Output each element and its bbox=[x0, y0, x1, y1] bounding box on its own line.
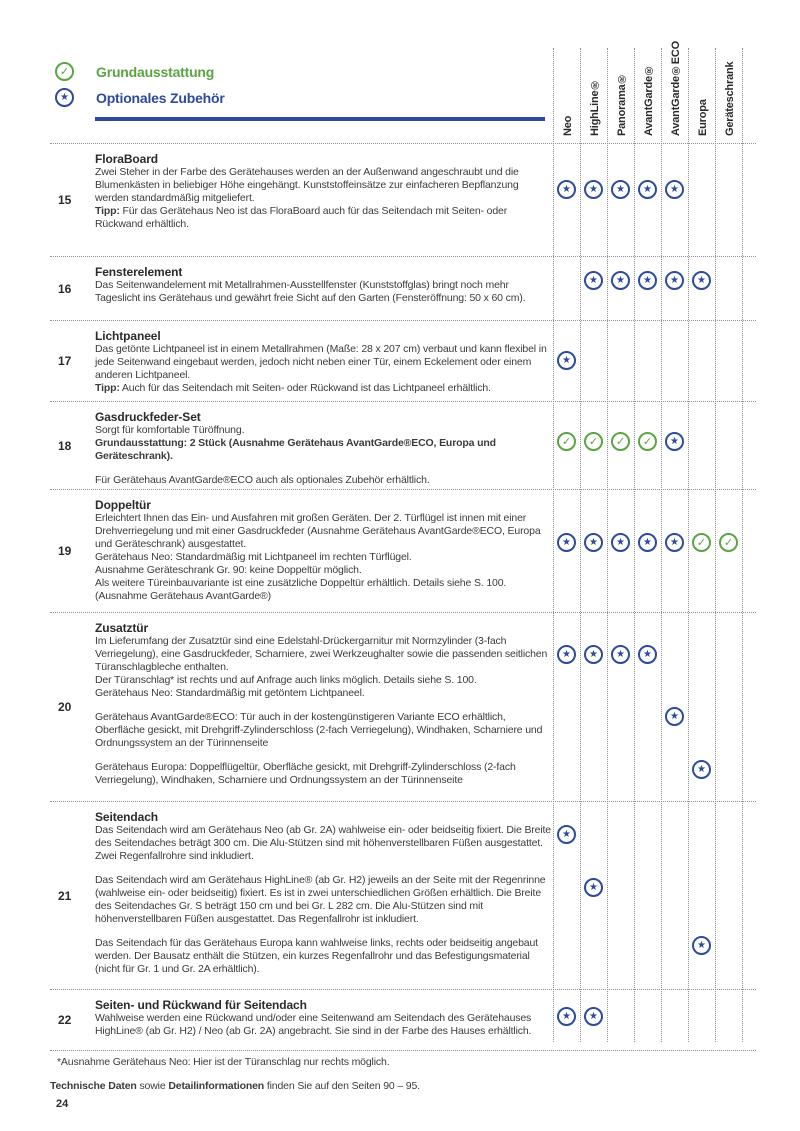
legend-standard bbox=[55, 62, 225, 81]
feature-title: Gasdruckfeder-Set bbox=[95, 410, 201, 424]
column-header-avantgarde: AvantGarde® bbox=[643, 64, 655, 136]
column-header-highline: HighLine® bbox=[589, 78, 601, 136]
column-header-europa: Europa bbox=[697, 99, 709, 136]
feature-description: Das Seitendach wird am Gerätehaus HighLine® (ab Gr. H2) jeweils an der Seite mit der Regenrinne (wahlweise ein- oder beidseitig) fixiert. Es ist in zwei unterschiedlichen Größen erhältlich. Die Breite des Seitendaches Gr. S beträgt 150 cm und bei Gr. L 282 cm. Die Alu-Stützen sind mit höhenverstellbaren Füßen ausgestattet. Das Regenfallrohr ist inkludiert. bbox=[95, 874, 546, 925]
feature-title: Seitendach bbox=[95, 810, 159, 824]
feature-row-22 bbox=[50, 989, 756, 1050]
page-number: 24 bbox=[56, 1098, 69, 1110]
feature-description: Gerätehaus Neo: Standardmäßig mit Lichtpaneel im rechten Türflügel. bbox=[95, 551, 412, 563]
optional-star-icon: ★ bbox=[557, 825, 576, 844]
feature-description: Erleichtert Ihnen das Ein- und Ausfahren mit großen Geräten. Der 2. Türflügel ist innen mit einer Drehverriegelung und mit einer Gasdruckfeder (Ausnahme Gerätehaus AvantGarde®ECO, Europa und Geräteschrank) ausgestattet. bbox=[95, 512, 541, 550]
feature-row-18 bbox=[50, 401, 756, 489]
optional-star-icon: ★ bbox=[692, 936, 711, 955]
header-rule bbox=[95, 117, 545, 121]
feature-title: Fensterelement bbox=[95, 265, 183, 279]
legend-optional-label: Optionales Zubehör bbox=[96, 89, 225, 106]
optional-star-icon: ★ bbox=[557, 645, 576, 664]
row-number: 17 bbox=[58, 354, 72, 368]
column-header-neo: Neo bbox=[562, 115, 574, 136]
feature-description: Zwei Steher in der Farbe des Gerätehauses werden an der Außenwand angeschraubt und die Blumenkästen in beliebiger Höhe eingehängt. Kunststoffeinsätze zur einfacheren Bepflanzung werden standardmäßig mitgeliefert. bbox=[95, 166, 519, 204]
feature-description: Tipp: Auch für das Seitendach mit Seiten- oder Rückwand ist das Lichtpaneel erhältlich. bbox=[95, 382, 491, 394]
optional-star-icon: ★ bbox=[665, 707, 684, 726]
feature-text bbox=[95, 402, 552, 487]
feature-description: Das Seitendach für das Gerätehaus Europa kann wahlweise links, rechts oder beidseitig angebaut werden. Der Bausatz enthält die Stützen, ein kurzes Regenfallrohr und das Befestigungsmaterial (nicht für Gr. 1 und Gr. 2A erhältlich). bbox=[95, 937, 538, 975]
feature-description: Das getönte Lichtpaneel ist in einem Metallrahmen (Maße: 28 x 207 cm) verbaut und kann flexibel in jede Seitenwand eingebaut werden, jedoch nicht neben einer Tür, einem Eckelement oder einem anderen Lichtpaneel. bbox=[95, 343, 547, 381]
optional-star-icon: ★ bbox=[584, 1007, 603, 1026]
feature-description: Gerätehaus AvantGarde®ECO: Tür auch in der kostengünstigeren Variante ECO erhältlich, Oberfläche gesickt, mit Drehgriff-Zylinderschloss (2-fach Verriegelung), Windhaken, Scharniere und Ordnungssystem an der Türinnenseite bbox=[95, 711, 543, 749]
technical-data-note: Technische Daten sowie Detailinformationen finden Sie auf den Seiten 90 – 95. bbox=[50, 1080, 420, 1092]
column-header-panorama: Panorama® bbox=[616, 72, 628, 136]
feature-description: Gerätehaus Neo: Standardmäßig mit getöntem Lichtpaneel. bbox=[95, 687, 365, 699]
optional-star-icon: ★ bbox=[638, 533, 657, 552]
optional-star-icon: ★ bbox=[557, 1007, 576, 1026]
feature-row-16 bbox=[50, 256, 756, 320]
feature-text bbox=[95, 144, 552, 231]
feature-title: Zusatztür bbox=[95, 621, 149, 635]
feature-description: Das Seitendach wird am Gerätehaus Neo (ab Gr. 2A) wahlweise ein- oder beidseitig fixiert. Die Breite des Seitendaches beträgt 300 cm. Die Alu-Stützen sind mit höhenverstellbaren Füßen ausgestattet. Zwei Regenfallrohre sind inkludiert. bbox=[95, 824, 551, 862]
optional-star-icon: ★ bbox=[557, 180, 576, 199]
row-number: 16 bbox=[58, 281, 72, 296]
optional-star-icon: ★ bbox=[692, 271, 711, 290]
feature-description: (Ausnahme Gerätehaus AvantGarde®) bbox=[95, 590, 271, 602]
footnote: *Ausnahme Gerätehaus Neo: Hier ist der Türanschlag nur rechts möglich. bbox=[57, 1056, 390, 1068]
optional-star-icon: ★ bbox=[638, 271, 657, 290]
feature-row-15 bbox=[50, 143, 756, 256]
standard-check-icon: ✓ bbox=[611, 432, 630, 451]
standard-check-icon: ✓ bbox=[557, 432, 576, 451]
feature-row-21 bbox=[50, 801, 756, 989]
optional-star-icon: ★ bbox=[584, 533, 603, 552]
optional-star-icon: ★ bbox=[665, 271, 684, 290]
column-header-geraeteschrank: Geräteschrank bbox=[724, 61, 736, 136]
optional-star-icon: ★ bbox=[584, 645, 603, 664]
feature-title: Doppeltür bbox=[95, 498, 151, 512]
optional-star-icon: ★ bbox=[665, 533, 684, 552]
column-header-avantgarde-eco: AvantGarde®ECO bbox=[670, 41, 682, 136]
feature-description: Tipp: Für das Gerätehaus Neo ist das FloraBoard auch für das Seitendach mit Seiten- oder Rückwand erhältlich. bbox=[95, 205, 508, 230]
optional-star-icon: ★ bbox=[584, 180, 603, 199]
check-icon: ✓ bbox=[55, 62, 74, 81]
standard-check-icon: ✓ bbox=[584, 432, 603, 451]
optional-star-icon: ★ bbox=[611, 271, 630, 290]
feature-text bbox=[95, 257, 552, 305]
optional-star-icon: ★ bbox=[692, 760, 711, 779]
feature-row-19 bbox=[50, 489, 756, 612]
feature-description: Der Türanschlag* ist rechts und auf Anfrage auch links möglich. Details siehe S. 100. bbox=[95, 674, 477, 686]
feature-title: Lichtpaneel bbox=[95, 329, 161, 343]
optional-star-icon: ★ bbox=[611, 645, 630, 664]
feature-description: Sorgt für komfortable Türöffnung. bbox=[95, 424, 245, 436]
standard-check-icon: ✓ bbox=[692, 533, 711, 552]
row-number: 20 bbox=[58, 700, 72, 714]
standard-check-icon: ✓ bbox=[719, 533, 738, 552]
optional-star-icon: ★ bbox=[584, 271, 603, 290]
feature-table bbox=[50, 143, 756, 1051]
table-bottom-divider bbox=[50, 1050, 756, 1051]
optional-star-icon: ★ bbox=[665, 180, 684, 199]
feature-description: Im Lieferumfang der Zusatztür sind eine Edelstahl-Drückergarnitur mit Normzylinder (3-fach Verriegelung), eine Gasdruckfeder, Scharniere, zwei Werkzeughalter sowie die passenden seitlichen Türanschlagbleche enthalten. bbox=[95, 635, 548, 673]
feature-description: Gerätehaus Europa: Doppelflügeltür, Oberfläche gesickt, mit Drehgriff-Zylinderschloss (2-fach Verriegelung), Windhaken, Scharniere und Ordnungssystem an der Türinnenseite bbox=[95, 761, 516, 786]
row-number: 18 bbox=[58, 438, 72, 453]
standard-check-icon: ✓ bbox=[638, 432, 657, 451]
feature-text bbox=[95, 990, 552, 1038]
feature-title: FloraBoard bbox=[95, 152, 159, 166]
optional-star-icon: ★ bbox=[611, 180, 630, 199]
feature-row-20 bbox=[50, 612, 756, 801]
legend bbox=[55, 62, 225, 114]
star-icon: ★ bbox=[55, 88, 74, 107]
optional-star-icon: ★ bbox=[557, 351, 576, 370]
optional-star-icon: ★ bbox=[611, 533, 630, 552]
row-number: 15 bbox=[58, 193, 72, 207]
row-number: 22 bbox=[58, 1013, 72, 1027]
feature-description: Für Gerätehaus AvantGarde®ECO auch als optionales Zubehör erhältlich. bbox=[95, 474, 430, 486]
feature-text bbox=[95, 490, 552, 603]
legend-optional bbox=[55, 88, 225, 107]
feature-text bbox=[95, 613, 552, 787]
feature-description: Als weitere Türeinbauvariante ist eine zusätzliche Doppeltür erhältlich. Details siehe S. 100. bbox=[95, 577, 507, 589]
feature-row-17 bbox=[50, 320, 756, 401]
optional-star-icon: ★ bbox=[557, 533, 576, 552]
feature-description: Das Seitenwandelement mit Metallrahmen-Ausstellfenster (Kunststoffglas) bringt noch mehr Tageslicht ins Gerätehaus und gewährt freie Sicht auf den Garten (Fensteröffnung: 50 x 60 cm). bbox=[95, 279, 526, 304]
optional-star-icon: ★ bbox=[665, 432, 684, 451]
feature-description: Wahlweise werden eine Rückwand und/oder eine Seitenwand am Seitendach des Gerätehauses HighLine® (ab Gr. H2) / Neo (ab Gr. 2A) angebracht. Sie sind in der Farbe des Hauses erhältlich. bbox=[95, 1012, 532, 1037]
optional-star-icon: ★ bbox=[584, 878, 603, 897]
optional-star-icon: ★ bbox=[638, 645, 657, 664]
row-number: 19 bbox=[58, 544, 72, 558]
legend-standard-label: Grundausstattung bbox=[96, 63, 215, 80]
feature-description: Grundausstattung: 2 Stück (Ausnahme Gerätehaus AvantGarde®ECO, Europa und Geräteschrank). bbox=[95, 437, 496, 462]
feature-description: Ausnahme Geräteschrank Gr. 90: keine Doppeltür möglich. bbox=[95, 564, 362, 576]
feature-text bbox=[95, 802, 552, 976]
optional-star-icon: ★ bbox=[638, 180, 657, 199]
feature-text bbox=[95, 321, 552, 395]
row-number: 21 bbox=[58, 888, 72, 903]
feature-title: Seiten- und Rückwand für Seitendach bbox=[95, 998, 307, 1012]
